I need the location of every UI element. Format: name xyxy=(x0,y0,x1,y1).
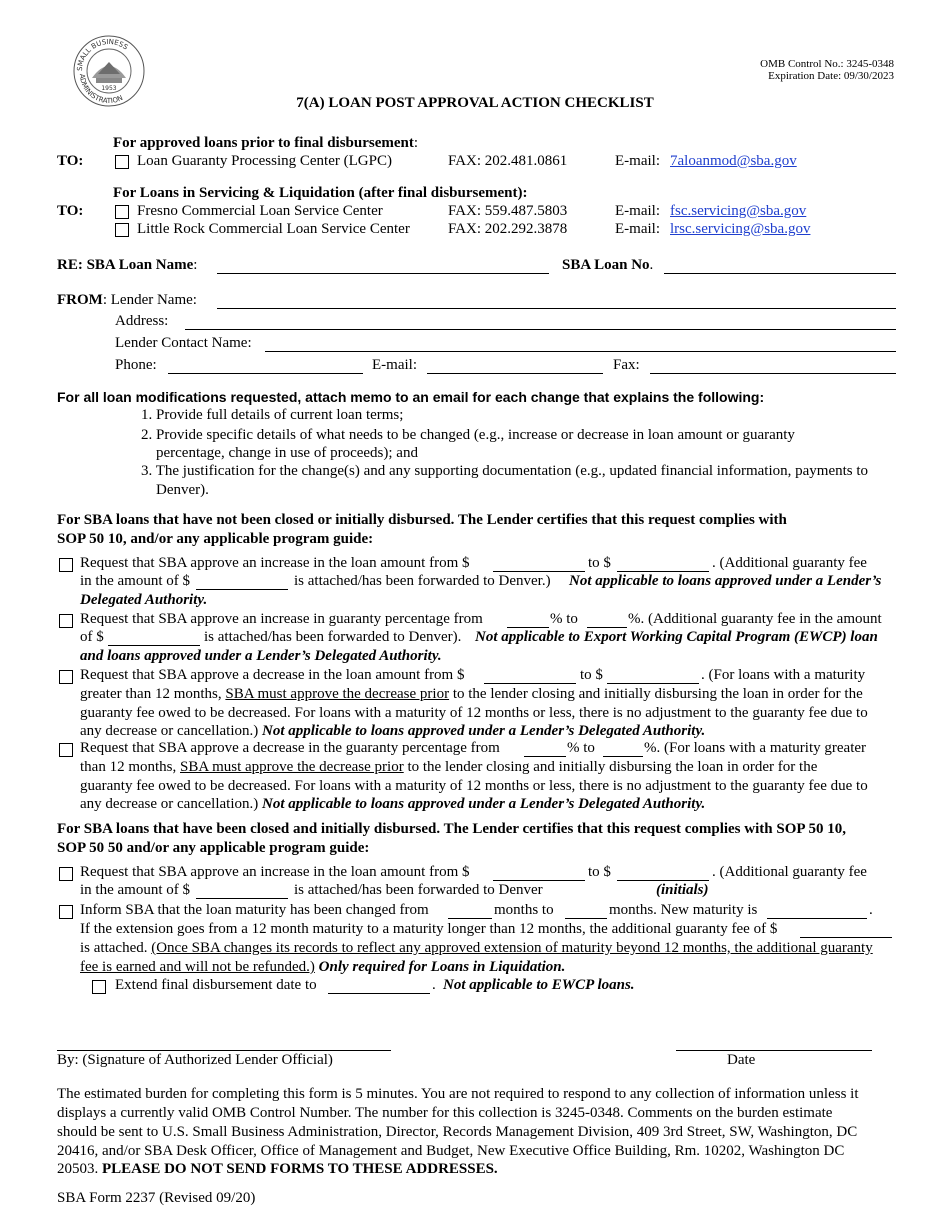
memo-item-2b: percentage, change in use of proceeds); and xyxy=(156,445,418,461)
s1i3-l4b: Not applicable to loans approved under a Lender’s Delegated Authority. xyxy=(261,723,706,739)
section2-heading-1: For SBA loans that have been closed and initially disbursed. The Lender certifies that this request complies with SOP 50 10, xyxy=(57,821,846,837)
s1-increase-amount-checkbox[interactable] xyxy=(59,558,73,572)
s1i3-from-field[interactable] xyxy=(484,683,576,684)
s1i3-l2b: to the lender closing and initially disbursing the loan in order for the xyxy=(452,686,863,702)
date-line[interactable] xyxy=(676,1050,872,1051)
loan-name-label: : SBA Loan Name xyxy=(77,257,194,273)
s1i3-to-field[interactable] xyxy=(607,683,699,684)
s1i3-l1a: Request that SBA approve a decrease in the loan amount from $ xyxy=(80,667,465,683)
s1i3-l2 xyxy=(80,686,863,703)
s2i1-l2b: is attached/has been forwarded to Denver xyxy=(294,882,543,898)
s1i2-l2b: is attached/has been forwarded to Denver). xyxy=(204,629,462,645)
omb-control-number: OMB Control No.: 3245-0348 xyxy=(760,58,894,70)
section1-heading-2: SOP 50 10, and/or any applicable program guide: xyxy=(57,531,374,547)
s2-extend-disbursement-checkbox[interactable] xyxy=(92,980,106,994)
to-label-1: TO: xyxy=(57,153,84,169)
s2i1-from-field[interactable] xyxy=(493,880,585,881)
s1i4-l4b: Not applicable to loans approved under a Lender’s Delegated Authority. xyxy=(261,796,706,812)
burden-line-5 xyxy=(57,1161,498,1178)
section1-heading-1: For SBA loans that have not been closed or initially disbursed. The Lender certifies that this request complies with xyxy=(57,512,787,528)
phone-field[interactable] xyxy=(168,373,363,374)
s2i2-l3a: is attached. xyxy=(80,940,148,956)
to-label-2: TO: xyxy=(57,203,84,219)
s2i2-to-months-field[interactable] xyxy=(565,918,607,919)
section2-heading-2: SOP 50 50 and/or any applicable program guide: xyxy=(57,840,370,856)
fresno-email-link[interactable]: fsc.servicing@sba.gov xyxy=(670,203,807,219)
burden-line-2: displays a currently valid OMB Control Number. The number for this collection is 3245-0348. Comments on the burden estimate xyxy=(57,1105,833,1121)
address-label: Address: xyxy=(115,313,169,329)
s2i2-l1b: months to xyxy=(494,902,554,918)
s2i3-date-field[interactable] xyxy=(328,993,430,994)
contact-label: Lender Contact Name: xyxy=(115,335,252,351)
s1i4-l2u: SBA must approve the decrease prior xyxy=(180,759,404,775)
s2-maturity-change-checkbox[interactable] xyxy=(59,905,73,919)
s2i2-l3u: (Once SBA changes its records to reflect any approved extension of maturity beyond 12 months, the additional guaranty xyxy=(151,940,873,956)
to2-heading: For Loans in Servicing & Liquidation (after final disbursement): xyxy=(113,185,528,201)
s1i1-l1a: Request that SBA approve an increase in the loan amount from $ xyxy=(80,555,470,571)
address-field[interactable] xyxy=(185,329,896,330)
s1i3-l4 xyxy=(80,723,705,740)
memo-item-3b: Denver). xyxy=(156,482,209,498)
little-rock-checkbox[interactable] xyxy=(115,223,129,237)
s1i2-l1b: % to xyxy=(550,611,578,627)
email-label: E-mail: xyxy=(372,357,417,373)
s1i2-from-field[interactable] xyxy=(507,627,549,628)
s1i2-l1c: %. (Additional guaranty fee in the amount xyxy=(628,611,882,627)
s1i4-l2a: than 12 months, xyxy=(80,759,177,775)
re-row-label xyxy=(57,257,197,274)
s1i1-l1b: to $ xyxy=(588,555,611,571)
s1i1-l2c: Not applicable to loans approved under a Lender’s xyxy=(569,573,882,589)
s1i2-fee-field[interactable] xyxy=(108,645,200,646)
svg-text:ADMINISTRATION: ADMINISTRATION xyxy=(77,73,125,105)
loan-name-field[interactable] xyxy=(217,273,549,274)
s1i2-l2c: Not applicable to Export Working Capital Program (EWCP) loan xyxy=(475,629,878,645)
s2i3-l1c: Not applicable to EWCP loans. xyxy=(443,977,635,993)
s1i4-l2b: to the lender closing and initially disbursing the loan in order for the xyxy=(407,759,818,775)
svg-text:SMALL BUSINESS: SMALL BUSINESS xyxy=(75,37,130,72)
s1i2-to-field[interactable] xyxy=(587,627,627,628)
s1i1-fee-field[interactable] xyxy=(196,589,288,590)
form-id: SBA Form 2237 (Revised 09/20) xyxy=(57,1190,256,1206)
lgpc-email-link[interactable]: 7aloanmod@sba.gov xyxy=(670,153,797,169)
little-rock-email-link[interactable]: lrsc.servicing@sba.gov xyxy=(670,221,811,237)
fax-field[interactable] xyxy=(650,373,896,374)
s1i1-from-field[interactable] xyxy=(493,571,585,572)
little-rock-fax: FAX: 202.292.3878 xyxy=(448,221,568,237)
s2i2-l1c: months. New maturity is xyxy=(609,902,758,918)
burden-last-text: 20503. xyxy=(57,1161,99,1177)
s2i1-l1b: to $ xyxy=(588,864,611,880)
s1-decrease-percentage-checkbox[interactable] xyxy=(59,743,73,757)
little-rock-center: Little Rock Commercial Loan Service Center xyxy=(137,221,410,237)
page-title: 7(A) LOAN POST APPROVAL ACTION CHECKLIST xyxy=(296,95,654,111)
loan-no-label-group xyxy=(562,257,653,274)
lender-name-row xyxy=(57,292,197,309)
fresno-email-label: E-mail: xyxy=(615,203,660,219)
to1-heading-colon: : xyxy=(413,135,419,151)
s1i4-l4 xyxy=(80,796,705,813)
lgpc-fax: FAX: 202.481.0861 xyxy=(448,153,568,169)
memo-item-2: 2. Provide specific details of what needs to be changed (e.g., increase or decrease in loan amount or guaranty xyxy=(141,427,795,443)
s1i1-l3: Delegated Authority. xyxy=(80,592,208,608)
lgpc-checkbox[interactable] xyxy=(115,155,129,169)
s1i1-to-field[interactable] xyxy=(617,571,709,572)
fresno-checkbox[interactable] xyxy=(115,205,129,219)
lgpc-email-label: E-mail: xyxy=(615,153,660,169)
re-label: RE xyxy=(57,257,78,273)
s2i2-l2: If the extension goes from a 12 month maturity to a maturity longer than 12 months, the additional guaranty fee of $ xyxy=(80,921,778,937)
signature-label: By: (Signature of Authorized Lender Official) xyxy=(57,1052,333,1068)
s2i2-l4b: Only required for Loans in Liquidation. xyxy=(318,959,566,975)
burden-line-1: The estimated burden for completing this form is 5 minutes. You are not required to respond to any collection of information unless it xyxy=(57,1086,859,1102)
s1i2-l2a: of $ xyxy=(80,629,104,645)
burden-line-4: 20416, and/or SBA Desk Officer, Office of Management and Budget, New Executive Office Building, Rm. 10202, Washington DC xyxy=(57,1143,845,1159)
lgpc-center: Loan Guaranty Processing Center (LGPC) xyxy=(137,153,392,169)
s2i1-l2a: in the amount of $ xyxy=(80,882,190,898)
s1i3-l2u: SBA must approve the decrease prior xyxy=(225,686,450,702)
s2i1-initials-label: (initials) xyxy=(656,882,709,898)
s1i4-l1c: %. (For loans with a maturity greater xyxy=(644,740,867,756)
svg-text:1953: 1953 xyxy=(101,85,117,92)
s1i4-l1b: % to xyxy=(567,740,595,756)
fresno-center: Fresno Commercial Loan Service Center xyxy=(137,203,383,219)
s2i1-l1a: Request that SBA approve an increase in the loan amount from $ xyxy=(80,864,470,880)
s2i1-fee-field[interactable] xyxy=(196,898,288,899)
s1i4-l1a: Request that SBA approve a decrease in the guaranty percentage from xyxy=(80,740,500,756)
s1i1-l1c: . (Additional guaranty fee xyxy=(712,555,867,571)
to1-heading-text: For approved loans prior to final disbursement xyxy=(113,135,414,151)
burden-line-3: should be sent to U.S. Small Business Administration, Director, Records Management Division, 409 3rd Street, SW, Washington, DC xyxy=(57,1124,858,1140)
memo-item-1: 1. Provide full details of current loan terms; xyxy=(141,407,404,423)
s1-increase-percentage-checkbox[interactable] xyxy=(59,614,73,628)
email-field[interactable] xyxy=(427,373,603,374)
date-label: Date xyxy=(727,1052,756,1068)
lender-name-field[interactable] xyxy=(217,308,896,309)
signature-line[interactable] xyxy=(57,1050,391,1051)
s2i2-l4 xyxy=(80,959,565,976)
loan-name-colon: : xyxy=(193,257,198,273)
s1i3-l1b: to $ xyxy=(580,667,603,683)
s1i1-l2b: is attached/has been forwarded to Denver.) xyxy=(294,573,551,589)
memo-heading: For all loan modifications requested, attach memo to an email for each change that explains the following: xyxy=(57,389,765,405)
s1i3-l4a: any decrease or cancellation.) xyxy=(80,723,259,739)
loan-no-field[interactable] xyxy=(664,273,896,274)
fax-label: Fax: xyxy=(613,357,640,373)
s1i4-l2 xyxy=(80,759,817,776)
s2i3-l1b: . xyxy=(432,977,436,993)
s1i2-l3: and loans approved under a Lender’s Delegated Authority. xyxy=(80,648,442,664)
contact-field[interactable] xyxy=(265,351,896,352)
s2i2-l4u: fee is earned and will not be refunded.) xyxy=(80,959,315,975)
s1i3-l3: guaranty fee owed to be decreased. For loans with a maturity of 12 months or less, there is no adjustment to the guaranty fee due to xyxy=(80,705,868,721)
s2i3-l1a: Extend final disbursement date to xyxy=(115,977,317,993)
lender-name-label: : Lender Name: xyxy=(102,292,197,308)
s1i4-from-field[interactable] xyxy=(524,756,566,757)
fresno-fax: FAX: 559.487.5803 xyxy=(448,203,568,219)
s2i2-l1a: Inform SBA that the loan maturity has been changed from xyxy=(80,902,429,918)
memo-item-3: 3. The justification for the change(s) and any supporting documentation (e.g., updated financial information, payments to xyxy=(141,463,869,479)
s2i1-initials-field[interactable] xyxy=(617,880,709,881)
little-rock-email-label: E-mail: xyxy=(615,221,660,237)
s1i4-l4a: any decrease or cancellation.) xyxy=(80,796,259,812)
s1-decrease-amount-checkbox[interactable] xyxy=(59,670,73,684)
s2i2-l3 xyxy=(80,940,873,957)
s1i2-l1a: Request that SBA approve an increase in guaranty percentage from xyxy=(80,611,483,627)
s2i2-from-months-field[interactable] xyxy=(448,918,492,919)
loan-no-label: SBA Loan No xyxy=(562,257,650,273)
s1i3-l2a: greater than 12 months, xyxy=(80,686,222,702)
s1i1-l2a: in the amount of $ xyxy=(80,573,190,589)
to1-heading xyxy=(113,135,418,152)
s2i1-l1c: . (Additional guaranty fee xyxy=(712,864,867,880)
s1i4-l3: guaranty fee owed to be decreased. For loans with a maturity of 12 months or less, there is no adjustment to the guaranty fee due to xyxy=(80,778,868,794)
s2i2-extension-fee-field[interactable] xyxy=(800,937,892,938)
s1i3-l1c: . (For loans with a maturity xyxy=(701,667,866,683)
burden-warning: PLEASE DO NOT SEND FORMS TO THESE ADDRESSES. xyxy=(102,1161,498,1177)
s2i2-new-maturity-field[interactable] xyxy=(767,918,867,919)
s1i4-to-field[interactable] xyxy=(603,756,643,757)
from-label: FROM xyxy=(57,292,103,308)
s2i2-l1d: . xyxy=(869,902,873,918)
expiration-date: Expiration Date: 09/30/2023 xyxy=(768,70,894,82)
phone-label: Phone: xyxy=(115,357,157,373)
s2-increase-amount-checkbox[interactable] xyxy=(59,867,73,881)
loan-no-dot: . xyxy=(649,257,654,273)
